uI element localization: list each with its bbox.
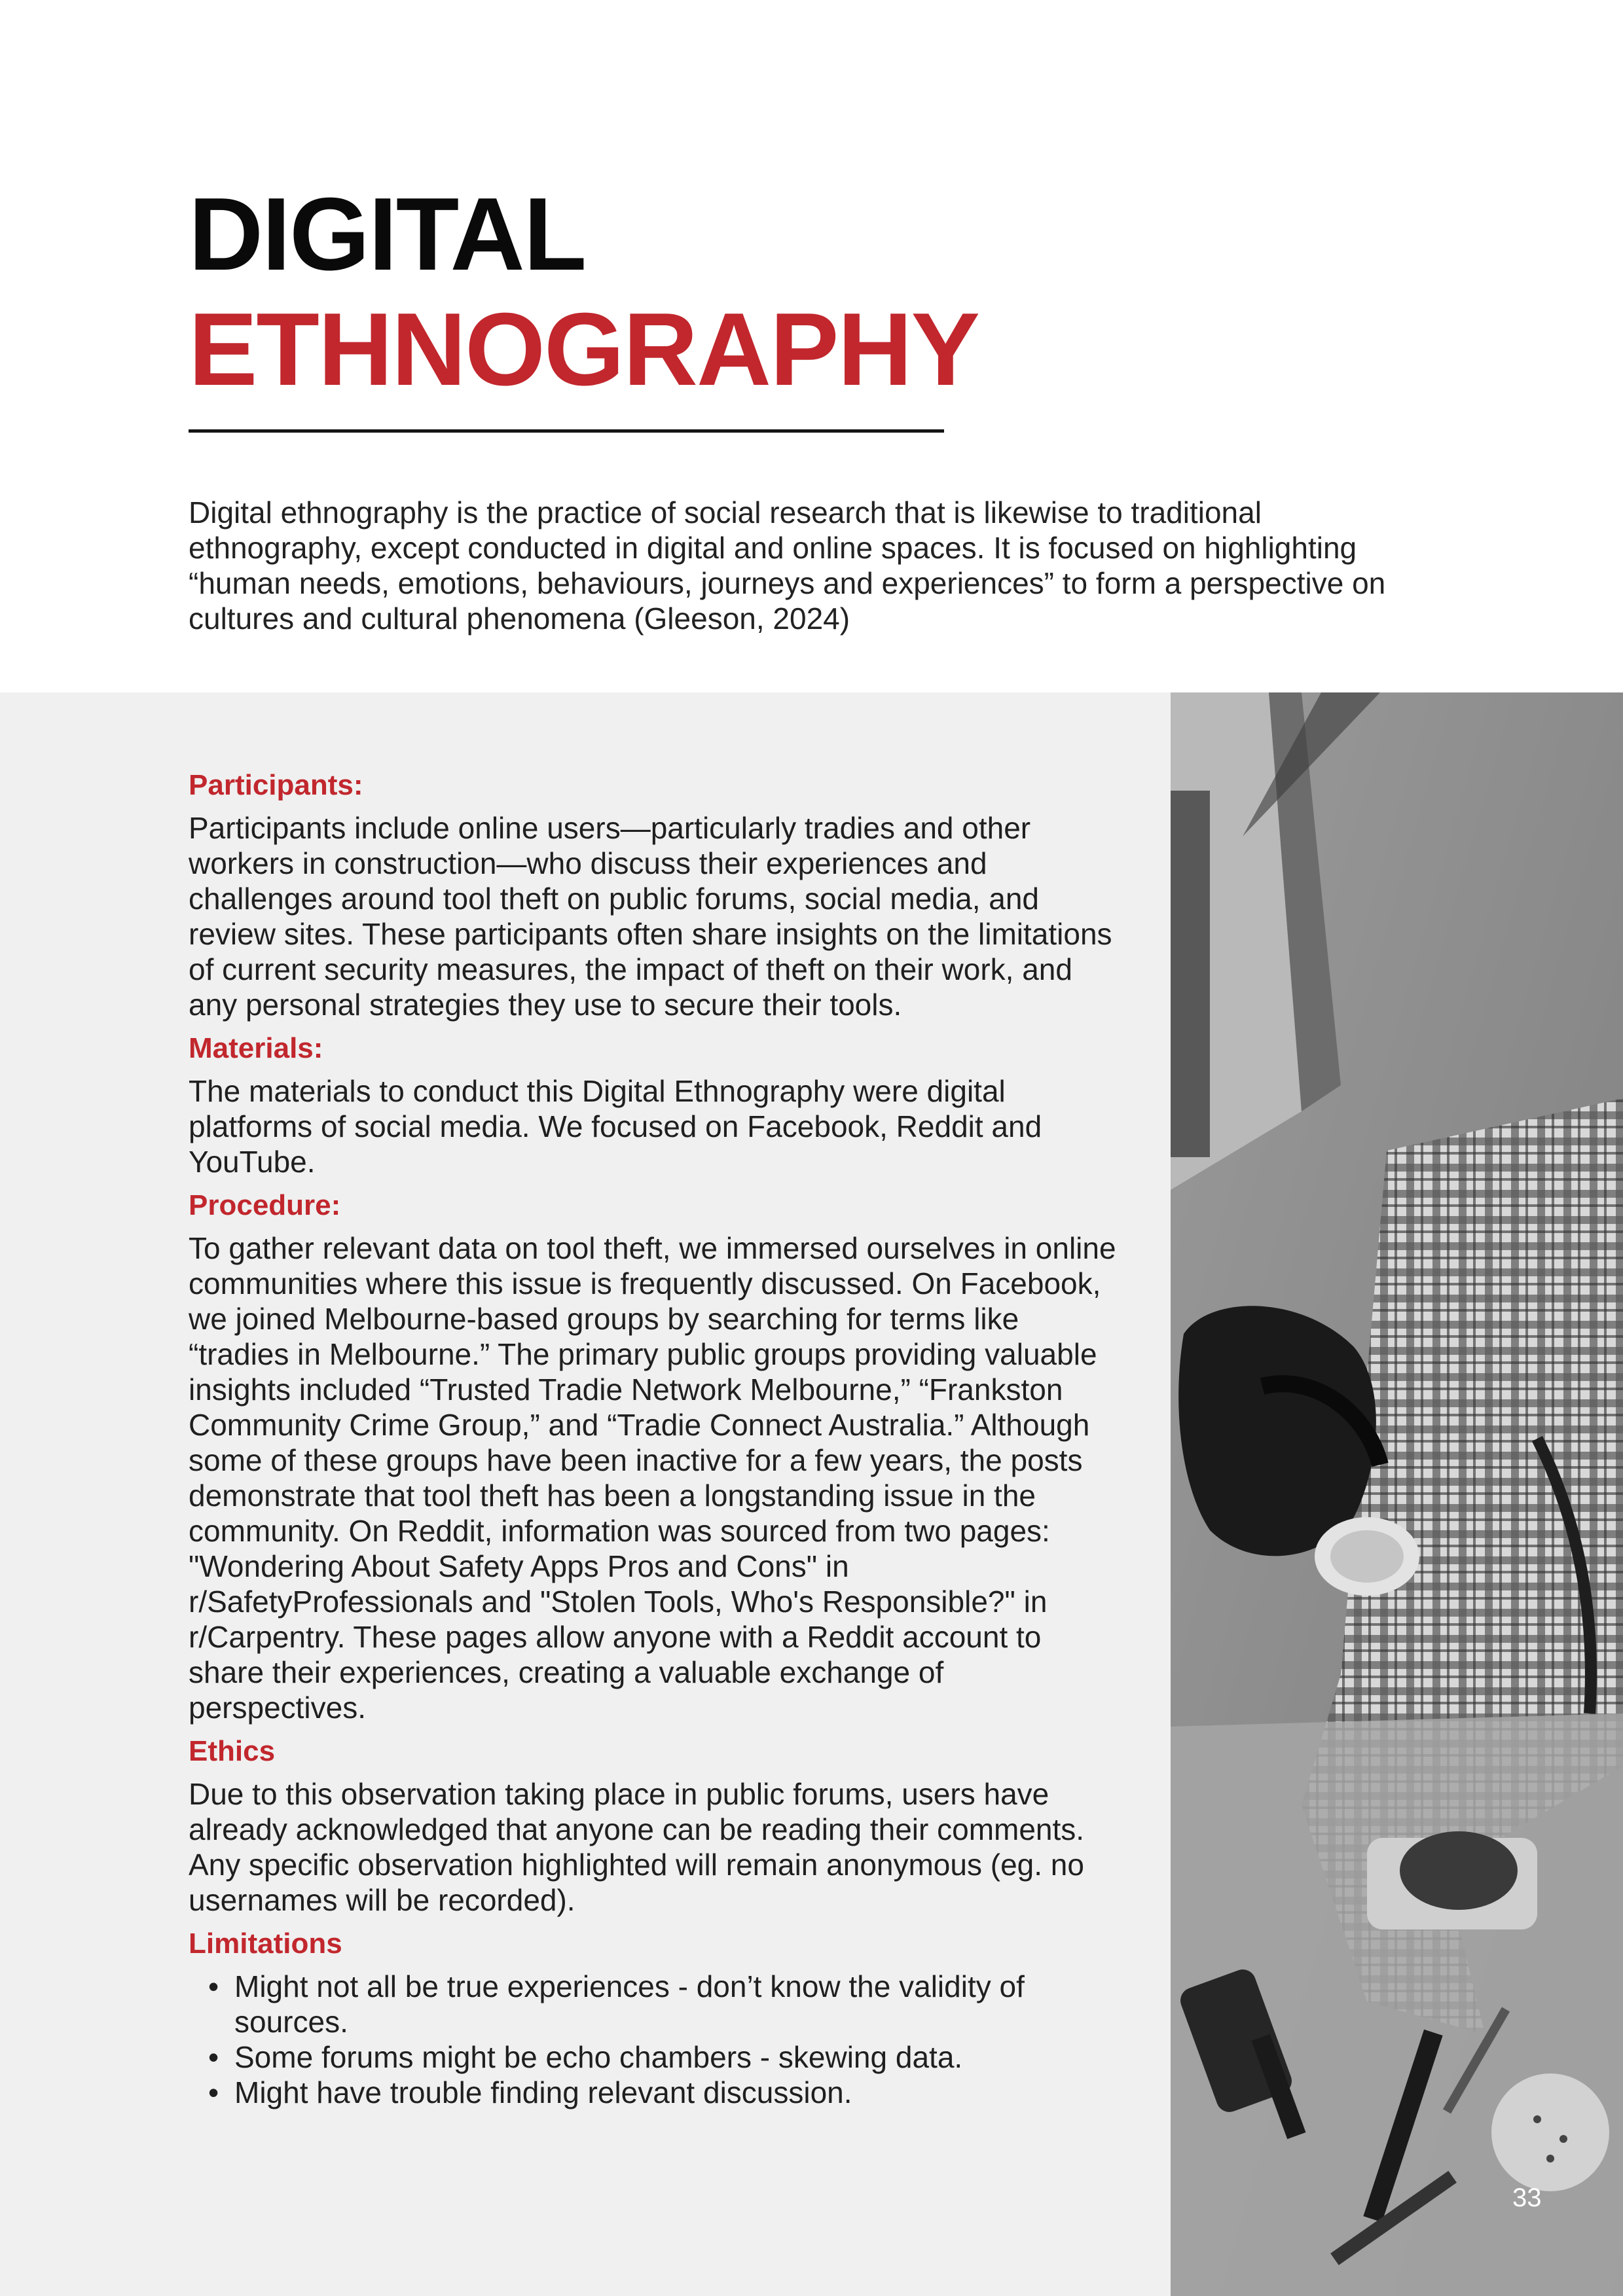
materials-heading: Materials: xyxy=(189,1032,323,1064)
method-sections xyxy=(189,764,1118,2110)
materials-body: The materials to conduct this Digital Ethnography were digital platforms of social media. We focused on Facebook, Reddit and YouTube. xyxy=(189,1074,1042,1179)
participants-heading: Participants: xyxy=(189,769,363,801)
title-line-ethnography: ETHNOGRAPHY xyxy=(189,292,979,407)
ethics-body: Due to this observation taking place in public forums, users have already acknowledged that anyone can be reading their comments. Any specific observation highlighted will remain anonymous (eg. no usernames will be recorded). xyxy=(189,1777,1085,1917)
limitation-item: • Might not all be true experiences - don’t know the validity of sources. xyxy=(189,1969,1118,2039)
worker-photo xyxy=(1171,692,1623,2296)
limitations-list xyxy=(189,1969,1118,2110)
page-number: 33 xyxy=(1512,2183,1542,2212)
title-underline xyxy=(189,429,944,433)
title-line-digital: DIGITAL xyxy=(189,177,586,292)
limitation-item: • Might have trouble finding relevant discussion. xyxy=(189,2075,1118,2110)
limitations-heading: Limitations xyxy=(189,1928,342,1960)
procedure-heading: Procedure: xyxy=(189,1189,341,1221)
page-title xyxy=(189,177,979,407)
procedure-body: To gather relevant data on tool theft, we immersed ourselves in online communities where this issue is frequently discussed. On Facebook, we joined Melbourne-based groups by searching for terms like “tradies in Melbourne.” The primary public groups providing valuable insights included “Trusted Tradie Network Melbourne,” “Frankston Community Crime Group,” and “Tradie Connect Australia.” Although some of these groups have been inactive for a few years, the posts demonstrate that tool theft has been a longstanding issue in the community. On Reddit, information was sourced from two pages: "Wondering About Safety Apps Pros and Cons" in r/SafetyProfessionals and "Stolen Tools, Who's Responsible?" in r/Carpentry. These pages allow anyone with a Reddit account to share their experiences, creating a valuable exchange of perspectives. xyxy=(189,1231,1116,1725)
intro-paragraph: Digital ethnography is the practice of social research that is likewise to traditional ethnography, except conducted in digital and online spaces. It is focused on highlighting “human needs, emotions, behaviours, journeys and experiences” to form a perspective on cultures and cultural phenomena (Gleeson, 2024) xyxy=(189,495,1386,636)
worker-photo-illustration xyxy=(1171,692,1623,2296)
participants-body: Participants include online users—particularly tradies and other workers in construction—who discuss their experiences and challenges around tool theft on public forums, social media, and review sites. These participants often share insights on the limitations of current security measures, the impact of theft on their work, and any personal strategies they use to secure their tools. xyxy=(189,811,1112,1022)
limitation-item: • Some forums might be echo chambers - skewing data. xyxy=(189,2039,1118,2075)
ethics-heading: Ethics xyxy=(189,1735,276,1767)
